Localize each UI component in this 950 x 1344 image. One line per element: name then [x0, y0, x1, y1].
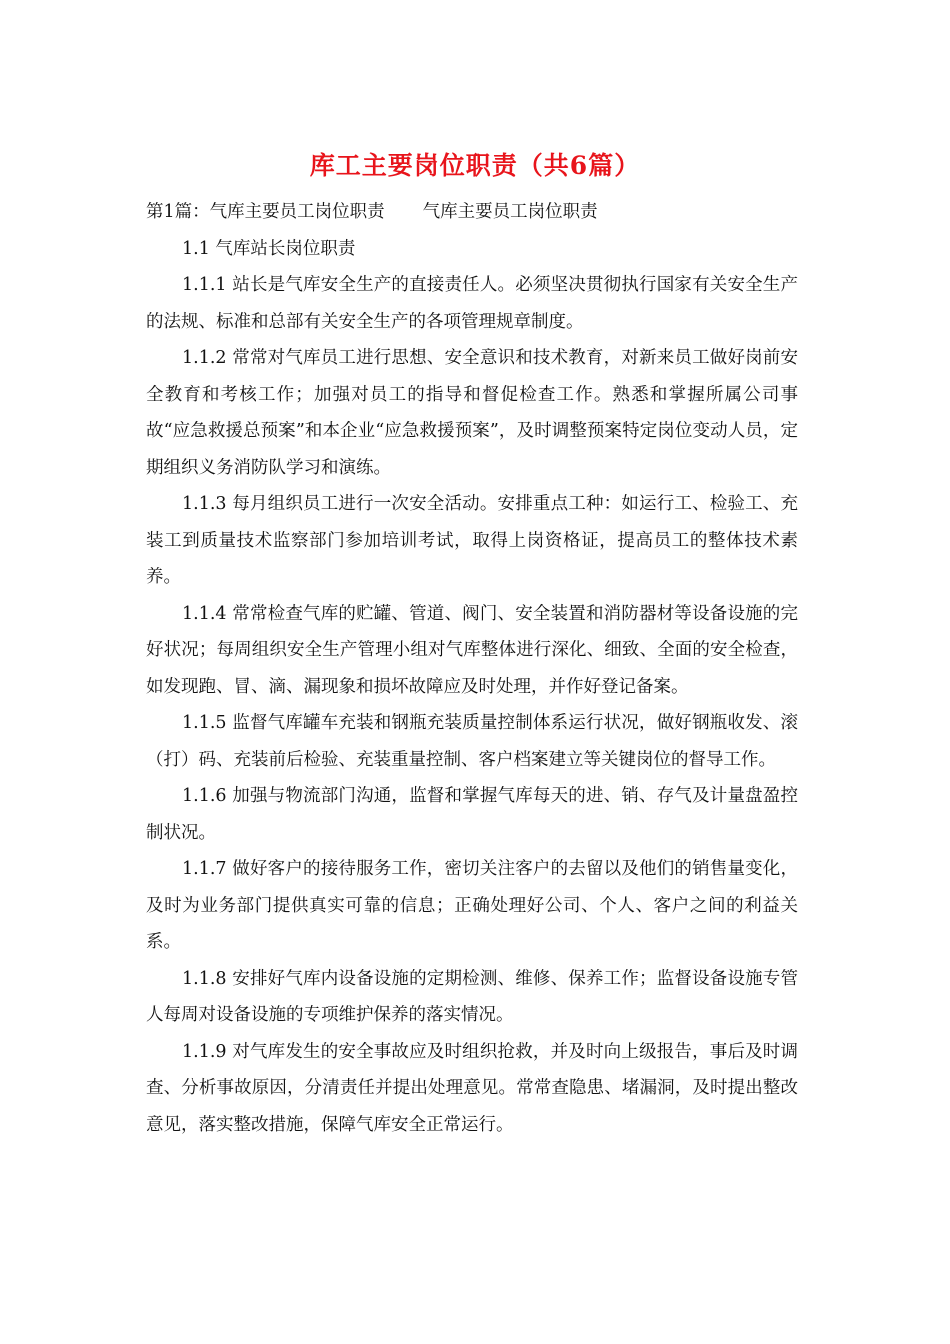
paragraph-1-1-5: 1.1.5 监督气库罐车充装和钢瓶充装质量控制体系运行状况，做好钢瓶收发、滚（打）码、充装前后检验、充装重量控制、客户档案建立等关键岗位的督导工作。 — [146, 713, 798, 770]
paragraph-1-1-9: 1.1.9 对气库发生的安全事故应及时组织抢救，并及时向上级报告，事后及时调查、分析事故原因，分清责任并提出处理意见。常常查隐患、堵漏洞，及时提出整改意见，落实整改措施，保障气库安全正常运行。 — [146, 1041, 798, 1135]
chapter-label: 第1篇：气库主要员工岗位职责 — [146, 202, 385, 222]
section-heading: 1.1 气库站长岗位职责 — [182, 238, 356, 259]
paragraph-1-1-6: 1.1.6 加强与物流部门沟通，监督和掌握气库每天的进、销、存气及计量盘盈控制状况。 — [146, 786, 798, 843]
document-title: 库工主要岗位职责（共6篇） — [309, 151, 641, 180]
paragraph-1-1-1: 1.1.1 站长是气库安全生产的直接责任人。必须坚决贯彻执行国家有关安全生产的法规、标准和总部有关安全生产的各项管理规章制度。 — [146, 275, 798, 332]
paragraph-1-1-8: 1.1.8 安排好气库内设备设施的定期检测、维修、保养工作；监督设备设施专管人每周对设备设施的专项维护保养的落实情况。 — [146, 968, 798, 1025]
chapter-subtitle: 气库主要员工岗位职责 — [422, 202, 598, 222]
paragraph-1-1-4: 1.1.4 常常检查气库的贮罐、管道、阀门、安全装置和消防器材等设备设施的完好状况；每周组织安全生产管理小组对气库整体进行深化、细致、全面的安全检查，如发现跑、冒、滴、漏现象和损坏故障应及时处理，并作好登记备案。 — [146, 603, 798, 697]
paragraph-1-1-2: 1.1.2 常常对气库员工进行思想、安全意识和技术教育，对新来员工做好岗前安全教育和考核工作；加强对员工的指导和督促检查工作。熟悉和掌握所属公司事故“应急救援总预案”和本企业“应急救援预案”，及时调整预案特定岗位变动人员，定期组织义务消防队学习和演练。 — [146, 348, 798, 478]
paragraph-1-1-3: 1.1.3 每月组织员工进行一次安全活动。安排重点工种：如运行工、检验工、充装工到质量技术监察部门参加培训考试，取得上岗资格证，提高员工的整体技术素养。 — [146, 494, 798, 587]
chapter-heading — [146, 194, 798, 231]
paragraph-1-1-7: 1.1.7 做好客户的接待服务工作，密切关注客户的去留以及他们的销售量变化，及时为业务部门提供真实可靠的信息；正确处理好公司、个人、客户之间的利益关系。 — [146, 859, 798, 952]
document-body — [146, 194, 798, 1143]
